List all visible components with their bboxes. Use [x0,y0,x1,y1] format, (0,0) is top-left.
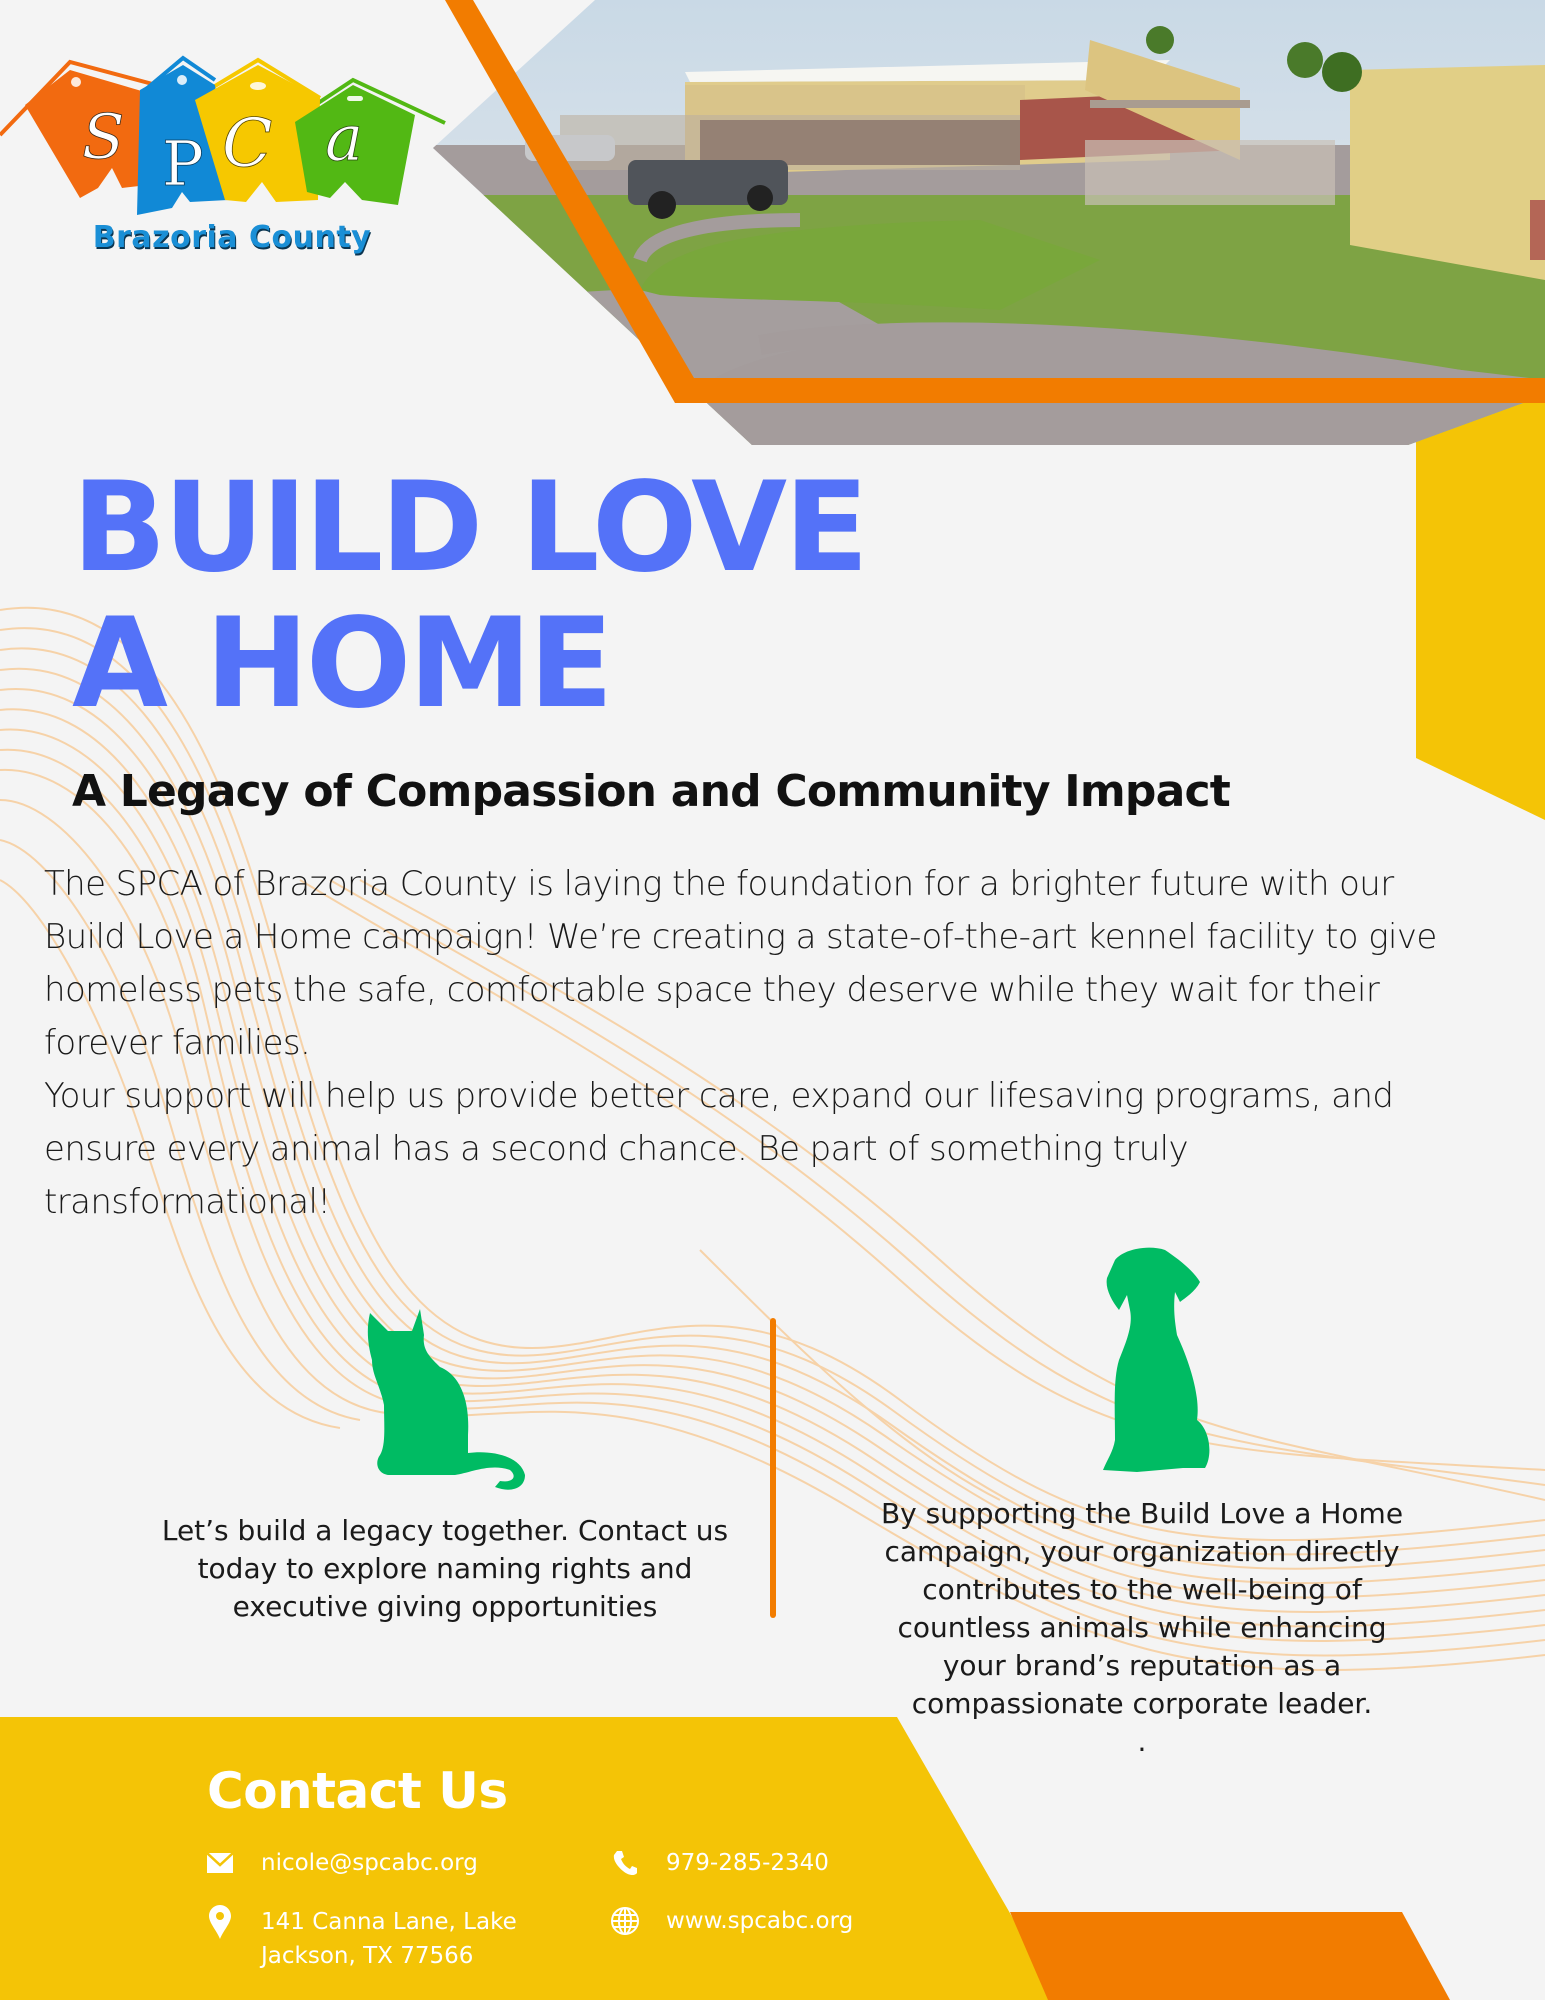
title-line-2: A HOME [72,592,611,736]
dog-column-paragraph: By supporting the Build Love a Home campaign, your organization directly contributes to the well-being of countless animals while enhancing your brand’s reputation as a compassionate corporate leader. [880,1497,1404,1720]
contact-phone[interactable] [610,1846,829,1880]
bone-icon [347,96,363,101]
logo-letter-c: C [222,105,273,182]
email-link[interactable]: nicole@spcabc.org [261,1850,478,1876]
phone-number[interactable]: 979-285-2340 [666,1850,829,1876]
phone-icon [610,1846,640,1880]
cat-column-text: Let’s build a legacy together. Contact us today to explore naming rights and executive giving opportunities [161,1514,729,1623]
cat-icon [71,77,81,87]
globe-icon [610,1904,640,1938]
cat-silhouette-icon [360,1305,545,1490]
column-divider [770,1318,776,1618]
address-line-2: Jackson, TX 77566 [261,1943,474,1969]
intro-body [44,858,1464,1229]
paw-icon [177,75,187,85]
intro-paragraph-2: Your support will help us provide better care, expand our lifesaving programs, and ensure every animal has a second chance. Be part of something truly transformational! [44,1076,1394,1222]
page-title [72,456,866,736]
website-link[interactable]: www.spcabc.org [666,1908,854,1934]
logo-letter-s: S [82,100,125,173]
intro-paragraph-1: The SPCA of Brazoria County is laying the foundation for a brighter future with our Build Love a Home campaign! We’re creating a state-of-the-art kennel facility to give homeless pets the safe, comfortable space they deserve while they wait for their forever families. [44,864,1437,1063]
contact-website[interactable] [610,1904,853,1938]
contact-address [205,1905,517,1973]
dog-silhouette-icon [1085,1240,1215,1475]
dog-column-trailing: . [1137,1725,1147,1758]
logo-letter-p: P [162,127,204,200]
contact-email[interactable] [205,1846,478,1880]
contact-heading: Contact Us [207,1762,508,1820]
page-subtitle: A Legacy of Compassion and Community Impact [72,766,1231,817]
orange-bottom-shape [1010,1912,1450,2000]
logo-letter-a: a [325,102,364,176]
envelope-icon [205,1846,235,1880]
dog-column-text [862,1495,1422,1761]
address-line-1: 141 Canna Lane, Lake [261,1909,517,1935]
location-pin-icon [205,1905,235,1939]
title-line-1: BUILD LOVE [72,456,866,600]
spca-logo [0,20,460,255]
fish-icon [250,82,266,90]
logo-subtitle: Brazoria County [92,220,372,255]
address-text [261,1905,517,1973]
